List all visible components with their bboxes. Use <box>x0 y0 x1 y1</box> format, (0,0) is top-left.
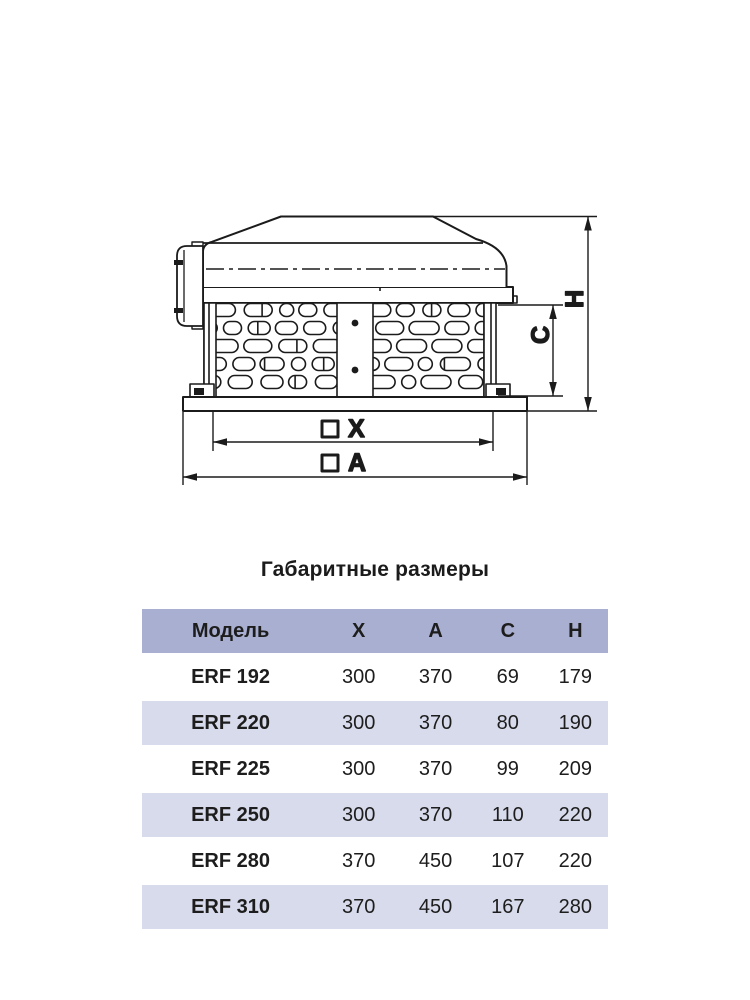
mesh-skirt <box>190 303 510 397</box>
value-cell: 209 <box>558 758 593 780</box>
value-cell: 190 <box>558 712 593 734</box>
base-plate <box>183 397 527 411</box>
square-symbol-icon <box>322 421 338 437</box>
column-header-model: Модель <box>191 620 270 642</box>
column-header-h: H <box>568 620 583 642</box>
mesh-right-post <box>484 303 496 397</box>
value-cell: 69 <box>496 666 519 688</box>
box-screw <box>174 260 183 265</box>
model-cell: ERF 225 <box>191 758 270 780</box>
model-cell: ERF 192 <box>191 666 270 688</box>
arrowhead <box>213 438 227 446</box>
mesh-left-post <box>204 303 216 397</box>
center-bracket <box>337 303 373 397</box>
value-cell: 107 <box>491 850 525 872</box>
dimensions-table <box>142 609 608 929</box>
value-cell: 220 <box>558 850 593 872</box>
value-cell: 450 <box>418 896 453 918</box>
value-cell: 280 <box>558 896 593 918</box>
table-row <box>142 701 608 745</box>
table-row <box>142 747 608 791</box>
arrowhead <box>183 473 197 481</box>
value-cell: 370 <box>418 712 453 734</box>
value-cell: 80 <box>496 712 519 734</box>
fan-cap <box>203 217 507 288</box>
dimensions-table-body <box>142 655 608 929</box>
table-row <box>142 793 608 837</box>
arrowhead <box>584 397 592 411</box>
column-header-x: X <box>352 620 366 642</box>
model-cell: ERF 250 <box>191 804 270 826</box>
model-cell: ERF 220 <box>191 712 270 734</box>
value-cell: 179 <box>558 666 593 688</box>
model-cell: ERF 310 <box>191 896 270 918</box>
value-cell: 300 <box>342 666 376 688</box>
model-cell: ERF 280 <box>191 850 270 872</box>
value-cell: 370 <box>342 850 376 872</box>
arrowhead <box>549 305 557 319</box>
dimension-label-a: A <box>348 449 367 477</box>
arrowhead <box>479 438 493 446</box>
table-row <box>142 839 608 883</box>
dimension-label-x: X <box>348 415 365 443</box>
arrowhead <box>549 382 557 396</box>
dimension-label-h: H <box>561 289 589 308</box>
dimension-x <box>213 412 493 451</box>
value-cell: 370 <box>342 896 376 918</box>
page-title: Габаритные размеры <box>260 558 490 581</box>
value-cell: 370 <box>418 666 453 688</box>
table-header-row <box>142 609 608 653</box>
column-header-a: A <box>428 620 443 642</box>
table-row <box>142 655 608 699</box>
column-header-c: C <box>500 620 516 642</box>
value-cell: 450 <box>418 850 453 872</box>
mounting-foot-right <box>486 384 510 397</box>
rivet-dot <box>352 367 359 374</box>
rivet-dot <box>352 320 359 327</box>
arrowhead <box>513 473 527 481</box>
value-cell: 167 <box>491 896 525 918</box>
value-cell: 110 <box>491 804 524 826</box>
mounting-foot-left <box>190 384 214 397</box>
value-cell: 300 <box>342 804 376 826</box>
square-symbol-icon <box>322 455 338 471</box>
arrowhead <box>584 217 592 231</box>
value-cell: 220 <box>558 804 593 826</box>
table-row <box>142 885 608 929</box>
dimension-label-c: C <box>527 325 555 344</box>
value-cell: 300 <box>342 758 376 780</box>
fan-rim <box>200 287 517 303</box>
box-screw <box>174 308 183 313</box>
value-cell: 370 <box>418 804 453 826</box>
value-cell: 99 <box>496 758 519 780</box>
dimension-c <box>498 305 563 396</box>
value-cell: 300 <box>342 712 376 734</box>
value-cell: 370 <box>418 758 453 780</box>
junction-box <box>174 242 203 329</box>
